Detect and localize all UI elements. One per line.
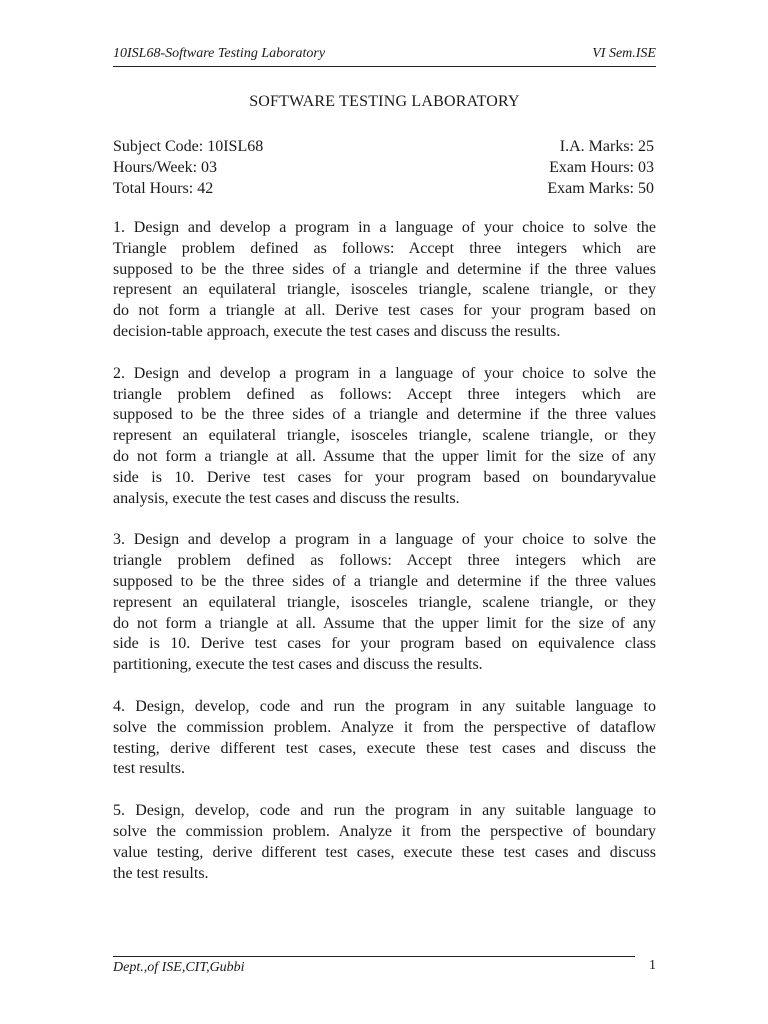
experiment-line: do not form a triangle at all. Assume that the upper limit for the size of any [113, 614, 656, 632]
experiment-line: solve the commission problem. Analyze it from the perspective of boundary [113, 822, 656, 840]
experiment-line: 1. Design and develop a program in a language of your choice to solve the [113, 219, 656, 236]
footer-department: Dept.,of ISE,CIT,Gubbi [113, 960, 245, 975]
subject-meta [113, 136, 654, 199]
experiment-line: analysis, execute the test cases and discuss the results. [113, 489, 460, 507]
experiment-line: decision-table approach, execute the test cases and discuss the results. [113, 322, 561, 340]
experiment-line: Triangle problem defined as follows: Accept three integers which are [113, 239, 656, 257]
header-semester: VI Sem.ISE [592, 46, 656, 61]
document-title: SOFTWARE TESTING LABORATORY [249, 93, 520, 110]
experiment-line: do not form a triangle at all. Assume that the upper limit for the size of any [113, 447, 656, 465]
experiment-line: value testing, derive different test cases, execute these test cases and discuss [113, 843, 656, 861]
experiment-line: represent an equilateral triangle, isosceles triangle, scalene triangle, or they [113, 281, 656, 299]
exam-marks: Exam Marks: 50 [547, 180, 654, 197]
experiment-line: supposed to be the three sides of a triangle and determine if the three values [113, 406, 656, 424]
experiment-line: do not form a triangle at all. Derive test cases for your program based on [113, 302, 656, 320]
subject-code: Subject Code: 10ISL68 [113, 138, 264, 155]
header-course-title: 10ISL68-Software Testing Laboratory [113, 46, 326, 61]
experiment-line: represent an equilateral triangle, isosceles triangle, scalene triangle, or they [113, 593, 656, 611]
page-header [113, 46, 656, 67]
experiment-line: test results. [113, 760, 185, 778]
experiment-item [113, 364, 656, 510]
hours-per-week: Hours/Week: 03 [113, 159, 218, 176]
experiment-line: solve the commission problem. Analyze it from the perspective of dataflow [113, 718, 656, 736]
experiment-line: side is 10. Derive test cases for your program based on boundaryvalue [113, 468, 656, 486]
exam-hours: Exam Hours: 03 [549, 159, 654, 176]
experiment-line: the test results. [113, 864, 209, 882]
experiment-line: triangle problem defined as follows: Accept three integers which are [113, 552, 656, 570]
ia-marks: I.A. Marks: 25 [559, 138, 654, 155]
experiment-line: triangle problem defined as follows: Accept three integers which are [113, 385, 656, 403]
experiment-line: supposed to be the three sides of a triangle and determine if the three values [113, 572, 656, 590]
meta-row-2 [113, 157, 654, 178]
page-number: 1 [649, 958, 656, 973]
experiment-item [113, 530, 656, 676]
experiment-line: represent an equilateral triangle, isosceles triangle, scalene triangle, or they [113, 427, 656, 445]
experiment-item [113, 697, 656, 780]
page-footer [113, 956, 635, 976]
experiment-line: side is 10. Derive test cases for your program based on equivalence class [113, 635, 656, 653]
experiment-line: testing, derive different test cases, execute these test cases and discuss the [113, 739, 656, 757]
meta-row-3 [113, 178, 654, 199]
experiment-item [113, 218, 656, 343]
experiment-item [113, 801, 656, 884]
experiment-list [113, 218, 656, 905]
experiment-line: 4. Design, develop, code and run the program in any suitable language to [113, 697, 656, 715]
experiment-line: 5. Design, develop, code and run the program in any suitable language to [113, 802, 656, 820]
total-hours: Total Hours: 42 [113, 180, 214, 197]
experiment-line: partitioning, execute the test cases and discuss the results. [113, 656, 483, 674]
experiment-line: 2. Design and develop a program in a language of your choice to solve the [113, 364, 656, 382]
meta-row-1 [113, 136, 654, 157]
experiment-line: supposed to be the three sides of a triangle and determine if the three values [113, 260, 656, 278]
experiment-line: 3. Design and develop a program in a language of your choice to solve the [113, 531, 656, 549]
